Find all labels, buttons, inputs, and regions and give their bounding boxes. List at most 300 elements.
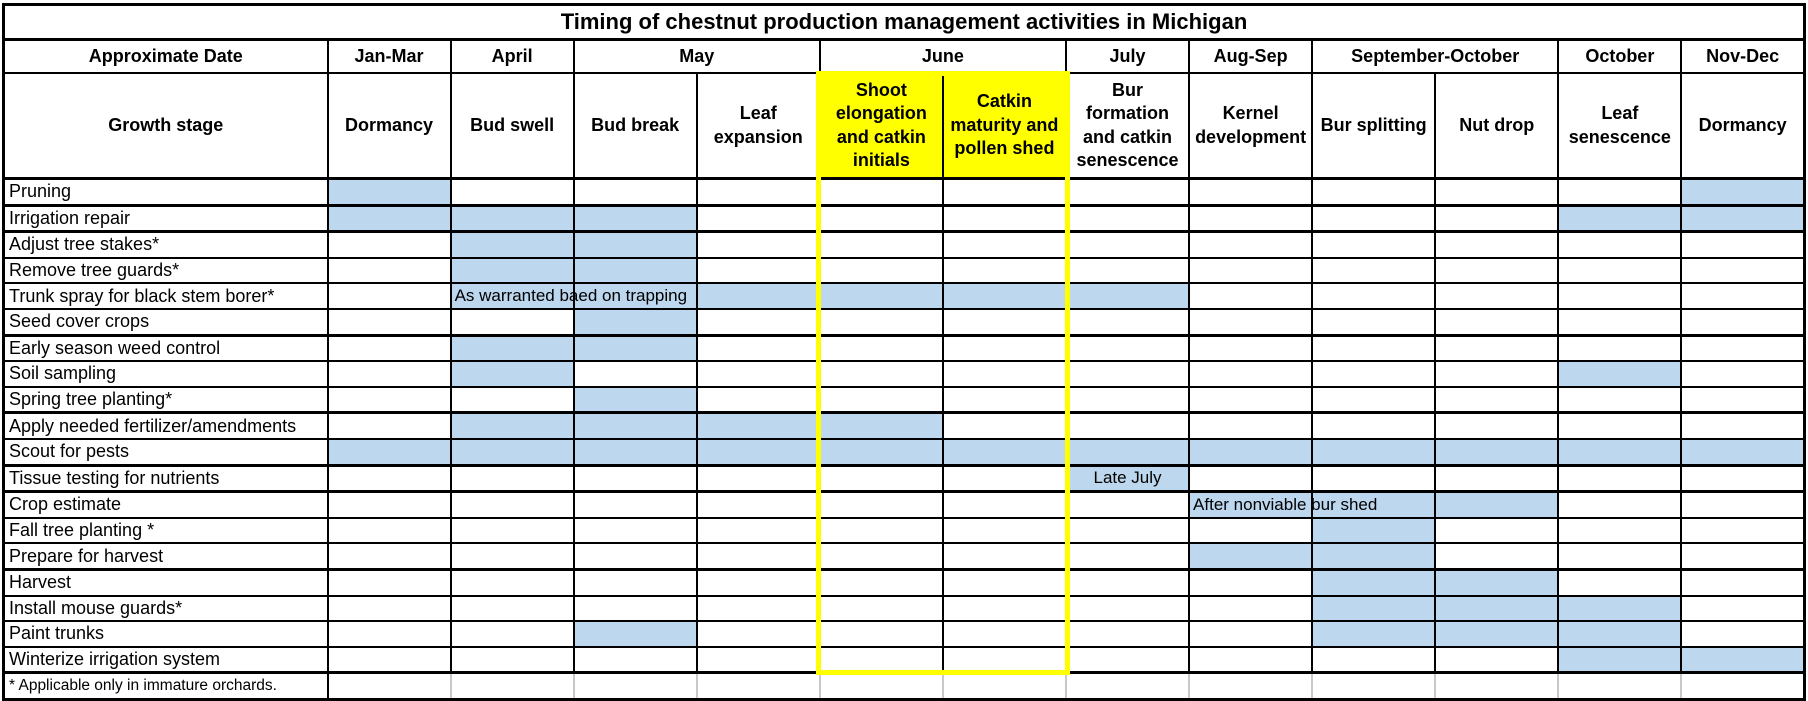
bar-cell xyxy=(1558,647,1681,673)
activity-row-remove-tree-guards xyxy=(4,258,1805,284)
timeline-cell xyxy=(451,518,574,544)
activity-row-crop-estimate xyxy=(4,492,1805,518)
activity-label: Trunk spray for black stem borer* xyxy=(4,283,328,309)
month-header-june: June xyxy=(820,40,1066,74)
timeline-cell xyxy=(1558,465,1681,492)
timing-table xyxy=(2,3,1806,701)
timeline-cell xyxy=(328,569,451,595)
growth-stage-dormancy-0: Dormancy xyxy=(328,73,451,179)
footnote-cell xyxy=(328,673,451,700)
bar-cell xyxy=(1681,439,1804,465)
growth-stage-dormancy-11: Dormancy xyxy=(1681,73,1804,179)
activity-label: Irrigation repair xyxy=(4,205,328,232)
timeline-cell xyxy=(574,569,697,595)
growth-stage-bud-break-2: Bud break xyxy=(574,73,697,179)
month-header-aug-sep: Aug-Sep xyxy=(1189,40,1312,74)
timeline-cell xyxy=(451,465,574,492)
timeline-cell xyxy=(1189,309,1312,335)
timeline-cell xyxy=(697,258,820,284)
timeline-cell xyxy=(1435,518,1558,544)
activity-row-spring-tree-planting xyxy=(4,387,1805,413)
timeline-cell xyxy=(1189,518,1312,544)
footnote-cell xyxy=(1558,673,1681,700)
bar-annotation: As warranted baed on trapping xyxy=(454,286,688,306)
timeline-cell xyxy=(1681,492,1804,518)
bar-cell xyxy=(1681,179,1804,206)
bar-cell xyxy=(1312,621,1435,647)
timeline-cell xyxy=(943,258,1066,284)
timeline-cell xyxy=(451,492,574,518)
bar-cell xyxy=(820,413,943,439)
timeline-cell xyxy=(328,335,451,361)
growth-stage-nut-drop-9: Nut drop xyxy=(1435,73,1558,179)
footnote-cell xyxy=(1066,673,1189,700)
timeline-cell xyxy=(1435,465,1558,492)
activity-label: Tissue testing for nutrients xyxy=(4,465,328,492)
bar-cell xyxy=(1312,543,1435,569)
timeline-cell xyxy=(1066,258,1189,284)
bar-cell xyxy=(1312,439,1435,465)
timeline-cell xyxy=(697,621,820,647)
title-row xyxy=(4,5,1805,40)
timeline-cell xyxy=(820,387,943,413)
timeline-cell xyxy=(1558,543,1681,569)
bar-cell xyxy=(1681,647,1804,673)
growth-stage-catkin-maturity-and-pollen-shed-5: Catkin maturity and pollen shed xyxy=(943,73,1066,179)
timeline-cell xyxy=(1312,283,1435,309)
timeline-cell xyxy=(1681,387,1804,413)
activity-row-harvest xyxy=(4,569,1805,595)
bar-cell xyxy=(328,439,451,465)
growth-stage-bur-formation-and-catkin-senescence-6: Bur formation and catkin senescence xyxy=(1066,73,1189,179)
timeline-cell xyxy=(697,335,820,361)
month-header-april: April xyxy=(451,40,574,74)
timeline-cell xyxy=(943,335,1066,361)
timeline-cell xyxy=(1435,335,1558,361)
timeline-cell xyxy=(820,492,943,518)
timeline-cell xyxy=(820,543,943,569)
timeline-cell xyxy=(943,492,1066,518)
activity-row-install-mouse-guards xyxy=(4,596,1805,622)
activity-label: Install mouse guards* xyxy=(4,596,328,622)
bar-cell xyxy=(574,387,697,413)
bar-cell xyxy=(1558,439,1681,465)
bar-cell xyxy=(574,621,697,647)
timeline-cell xyxy=(1312,413,1435,439)
timeline-cell xyxy=(328,596,451,622)
bar-cell xyxy=(1312,596,1435,622)
activity-row-winterize-irrigation-system xyxy=(4,647,1805,673)
timeline-cell xyxy=(1681,361,1804,387)
timeline-cell xyxy=(328,283,451,309)
timeline-cell xyxy=(1681,283,1804,309)
timeline-cell xyxy=(1681,413,1804,439)
timeline-cell xyxy=(697,387,820,413)
month-header-september-october: September-October xyxy=(1312,40,1558,74)
timeline-cell xyxy=(943,465,1066,492)
activity-label: Fall tree planting * xyxy=(4,518,328,544)
footnote-cell xyxy=(1189,673,1312,700)
bar-cell xyxy=(1066,283,1189,309)
chart-title: Timing of chestnut production management activities in Michigan xyxy=(4,5,1805,40)
timeline-cell xyxy=(1189,569,1312,595)
bar-cell xyxy=(1558,205,1681,232)
timeline-cell xyxy=(1189,179,1312,206)
timeline-cell xyxy=(1312,205,1435,232)
timeline-cell xyxy=(1066,596,1189,622)
timeline-cell xyxy=(943,543,1066,569)
timeline-cell xyxy=(820,232,943,258)
footnote-cell xyxy=(697,673,820,700)
activity-label: Remove tree guards* xyxy=(4,258,328,284)
activity-row-scout-for-pests xyxy=(4,439,1805,465)
timeline-cell xyxy=(697,518,820,544)
timeline-cell xyxy=(1066,543,1189,569)
bar-cell xyxy=(574,413,697,439)
timeline-cell xyxy=(1312,361,1435,387)
footnote-cell xyxy=(574,673,697,700)
timeline-cell xyxy=(328,258,451,284)
timeline-cell xyxy=(820,179,943,206)
bar-cell xyxy=(1681,205,1804,232)
month-header-jan-mar: Jan-Mar xyxy=(328,40,451,74)
timeline-cell xyxy=(1435,232,1558,258)
timeline-cell xyxy=(1189,258,1312,284)
timeline-cell xyxy=(1435,258,1558,284)
timeline-cell xyxy=(943,205,1066,232)
activity-row-early-season-weed-control xyxy=(4,335,1805,361)
timeline-cell xyxy=(1066,205,1189,232)
activity-label: Crop estimate xyxy=(4,492,328,518)
timeline-cell xyxy=(574,518,697,544)
bar-cell xyxy=(328,179,451,206)
timeline-cell xyxy=(820,335,943,361)
footnote-row xyxy=(4,673,1805,700)
activity-row-adjust-tree-stakes xyxy=(4,232,1805,258)
timeline-cell xyxy=(1681,258,1804,284)
timeline-cell xyxy=(943,647,1066,673)
activity-label: Early season weed control xyxy=(4,335,328,361)
timeline-cell xyxy=(1189,283,1312,309)
timeline-cell xyxy=(574,647,697,673)
timeline-cell xyxy=(1312,335,1435,361)
bar-cell xyxy=(1066,465,1189,492)
bar-cell xyxy=(1558,361,1681,387)
timeline-cell xyxy=(943,413,1066,439)
bar-cell xyxy=(451,413,574,439)
timeline-cell xyxy=(1558,309,1681,335)
timeline-cell xyxy=(1189,335,1312,361)
activity-row-irrigation-repair xyxy=(4,205,1805,232)
timeline-cell xyxy=(1558,179,1681,206)
timeline-cell xyxy=(1189,413,1312,439)
activity-label: Pruning xyxy=(4,179,328,206)
timeline-cell xyxy=(1066,335,1189,361)
growth-stage-kernel-development-7: Kernel development xyxy=(1189,73,1312,179)
activity-row-prepare-for-harvest xyxy=(4,543,1805,569)
bar-cell xyxy=(451,361,574,387)
timeline-cell xyxy=(1558,258,1681,284)
timeline-cell xyxy=(1681,465,1804,492)
timeline-cell xyxy=(820,361,943,387)
timeline-cell xyxy=(820,309,943,335)
timeline-cell xyxy=(451,647,574,673)
bar-cell xyxy=(697,413,820,439)
timeline-cell xyxy=(1066,621,1189,647)
timeline-cell xyxy=(1558,283,1681,309)
timeline-cell xyxy=(1681,335,1804,361)
timeline-cell xyxy=(1435,205,1558,232)
growth-stage-row xyxy=(4,73,1805,179)
timeline-cell xyxy=(1681,543,1804,569)
timeline-cell xyxy=(574,596,697,622)
timeline-cell xyxy=(1066,387,1189,413)
timeline-cell xyxy=(943,179,1066,206)
timeline-cell xyxy=(1435,647,1558,673)
bar-cell xyxy=(820,283,943,309)
timeline-cell xyxy=(1066,179,1189,206)
timeline-cell xyxy=(1558,413,1681,439)
timeline-cell xyxy=(820,569,943,595)
timeline-cell xyxy=(820,465,943,492)
timeline-cell xyxy=(1558,518,1681,544)
footnote-cell xyxy=(943,673,1066,700)
timeline-cell xyxy=(328,647,451,673)
month-header-nov-dec: Nov-Dec xyxy=(1681,40,1804,74)
activity-label: Soil sampling xyxy=(4,361,328,387)
activity-row-pruning xyxy=(4,179,1805,206)
timeline-cell xyxy=(1558,232,1681,258)
timeline-cell xyxy=(697,492,820,518)
timeline-cell xyxy=(1189,465,1312,492)
timeline-cell xyxy=(697,543,820,569)
timeline-cell xyxy=(1189,596,1312,622)
timeline-cell xyxy=(1189,387,1312,413)
approximate-date-header: Approximate Date xyxy=(4,40,328,74)
timeline-cell xyxy=(1435,543,1558,569)
timeline-cell xyxy=(1435,283,1558,309)
timeline-cell xyxy=(1558,569,1681,595)
bar-cell xyxy=(943,439,1066,465)
bar-cell xyxy=(574,232,697,258)
timeline-cell xyxy=(1558,335,1681,361)
activity-label: Harvest xyxy=(4,569,328,595)
growth-stage-leaf-senescence-10: Leaf senescence xyxy=(1558,73,1681,179)
timeline-cell xyxy=(697,179,820,206)
timeline-cell xyxy=(328,413,451,439)
bar-annotation: After nonviable bur shed xyxy=(1193,494,1378,514)
timeline-cell xyxy=(820,596,943,622)
timeline-cell xyxy=(1312,179,1435,206)
timeline-cell xyxy=(1681,621,1804,647)
timeline-cell xyxy=(1066,647,1189,673)
timeline-cell xyxy=(1066,492,1189,518)
timeline-cell xyxy=(697,232,820,258)
timeline-cell xyxy=(943,596,1066,622)
timeline-cell xyxy=(451,309,574,335)
bar-annotation: Late July xyxy=(1093,468,1162,488)
timeline-cell xyxy=(1312,465,1435,492)
timeline-cell xyxy=(1066,232,1189,258)
bar-cell xyxy=(820,439,943,465)
bar-cell xyxy=(1435,569,1558,595)
timeline-cell xyxy=(1066,569,1189,595)
timeline-cell xyxy=(1066,361,1189,387)
timeline-cell xyxy=(574,492,697,518)
timeline-cell xyxy=(451,543,574,569)
timeline-cell xyxy=(943,569,1066,595)
timeline-cell xyxy=(697,596,820,622)
bar-cell xyxy=(697,283,820,309)
timeline-cell xyxy=(1435,361,1558,387)
timeline-cell xyxy=(1189,361,1312,387)
activity-label: Paint trunks xyxy=(4,621,328,647)
timeline-cell xyxy=(1681,309,1804,335)
timeline-cell xyxy=(943,361,1066,387)
footnote-cell xyxy=(1435,673,1558,700)
footnote-cell xyxy=(820,673,943,700)
bar-cell xyxy=(1189,439,1312,465)
timeline-cell xyxy=(1066,309,1189,335)
timeline-cell xyxy=(1312,258,1435,284)
bar-cell xyxy=(451,232,574,258)
activity-row-fall-tree-planting xyxy=(4,518,1805,544)
bar-cell xyxy=(1435,492,1558,518)
activity-label: Winterize irrigation system xyxy=(4,647,328,673)
bar-cell xyxy=(1066,439,1189,465)
timeline-cell xyxy=(697,309,820,335)
timeline-cell xyxy=(451,596,574,622)
growth-stage-bud-swell-1: Bud swell xyxy=(451,73,574,179)
timeline-cell xyxy=(1435,309,1558,335)
timeline-cell xyxy=(697,465,820,492)
timeline-cell xyxy=(943,621,1066,647)
timeline-cell xyxy=(328,309,451,335)
timeline-cell xyxy=(820,647,943,673)
timeline-cell xyxy=(451,569,574,595)
bar-cell xyxy=(451,205,574,232)
timeline-cell xyxy=(1312,647,1435,673)
activity-label: Scout for pests xyxy=(4,439,328,465)
timeline-cell xyxy=(1066,413,1189,439)
month-header-row xyxy=(4,40,1805,74)
timeline-cell xyxy=(1558,387,1681,413)
activity-row-soil-sampling xyxy=(4,361,1805,387)
bar-cell xyxy=(451,439,574,465)
month-header-october: October xyxy=(1558,40,1681,74)
growth-stage-bur-splitting-8: Bur splitting xyxy=(1312,73,1435,179)
bar-cell xyxy=(697,439,820,465)
timeline-cell xyxy=(1681,232,1804,258)
timeline-cell xyxy=(943,518,1066,544)
bar-cell xyxy=(943,283,1066,309)
activity-label: Seed cover crops xyxy=(4,309,328,335)
bar-cell xyxy=(574,309,697,335)
bar-cell xyxy=(451,258,574,284)
bar-cell xyxy=(1189,543,1312,569)
activity-row-tissue-testing-for-nutrients xyxy=(4,465,1805,492)
timeline-cell xyxy=(451,621,574,647)
timeline-cell xyxy=(697,361,820,387)
timeline-cell xyxy=(1189,647,1312,673)
growth-stage-header: Growth stage xyxy=(4,73,328,179)
timeline-cell xyxy=(328,518,451,544)
activity-label: Spring tree planting* xyxy=(4,387,328,413)
activity-row-seed-cover-crops xyxy=(4,309,1805,335)
timeline-cell xyxy=(1435,413,1558,439)
timeline-cell xyxy=(328,361,451,387)
bar-cell xyxy=(328,205,451,232)
timeline-cell xyxy=(1066,518,1189,544)
timeline-cell xyxy=(1558,492,1681,518)
bar-cell xyxy=(1435,596,1558,622)
growth-stage-leaf-expansion-3: Leaf expansion xyxy=(697,73,820,179)
footnote-cell xyxy=(1681,673,1804,700)
bar-cell xyxy=(1435,621,1558,647)
footnote-cell xyxy=(451,673,574,700)
bar-cell xyxy=(574,335,697,361)
timeline-cell xyxy=(451,179,574,206)
bar-cell xyxy=(574,205,697,232)
timeline-cell xyxy=(697,647,820,673)
timeline-cell xyxy=(1681,596,1804,622)
timeline-cell xyxy=(820,621,943,647)
timeline-cell xyxy=(1435,387,1558,413)
timeline-cell xyxy=(943,309,1066,335)
timeline-cell xyxy=(820,518,943,544)
timeline-cell xyxy=(574,465,697,492)
timeline-cell xyxy=(328,621,451,647)
timeline-cell xyxy=(697,569,820,595)
timeline-cell xyxy=(1312,232,1435,258)
timeline-cell xyxy=(820,205,943,232)
month-header-may: May xyxy=(574,40,820,74)
timeline-cell xyxy=(328,387,451,413)
timeline-cell xyxy=(1189,205,1312,232)
activity-row-paint-trunks xyxy=(4,621,1805,647)
timeline-cell xyxy=(1312,387,1435,413)
timeline-cell xyxy=(1312,309,1435,335)
timeline-cell xyxy=(328,543,451,569)
activity-label: Prepare for harvest xyxy=(4,543,328,569)
timeline-cell xyxy=(820,258,943,284)
bar-cell xyxy=(1558,596,1681,622)
activity-row-trunk-spray-for-black-stem-borer xyxy=(4,283,1805,309)
bar-cell xyxy=(1435,439,1558,465)
timeline-cell xyxy=(1681,518,1804,544)
activity-label: Adjust tree stakes* xyxy=(4,232,328,258)
month-header-july: July xyxy=(1066,40,1189,74)
timeline-cell xyxy=(574,543,697,569)
timeline-cell xyxy=(1681,569,1804,595)
activity-label: Apply needed fertilizer/amendments xyxy=(4,413,328,439)
timeline-cell xyxy=(451,387,574,413)
bar-cell xyxy=(451,335,574,361)
activity-row-apply-needed-fertilizer-amendments xyxy=(4,413,1805,439)
timeline-cell xyxy=(943,232,1066,258)
timeline-cell xyxy=(1189,232,1312,258)
bar-cell xyxy=(574,439,697,465)
bar-cell xyxy=(451,283,688,309)
bar-cell xyxy=(1189,492,1378,518)
timeline-cell xyxy=(328,465,451,492)
timeline-cell xyxy=(574,361,697,387)
timeline-cell xyxy=(328,232,451,258)
timeline-cell xyxy=(1189,621,1312,647)
bar-cell xyxy=(574,258,697,284)
bar-cell xyxy=(1312,518,1435,544)
bar-cell xyxy=(1558,621,1681,647)
